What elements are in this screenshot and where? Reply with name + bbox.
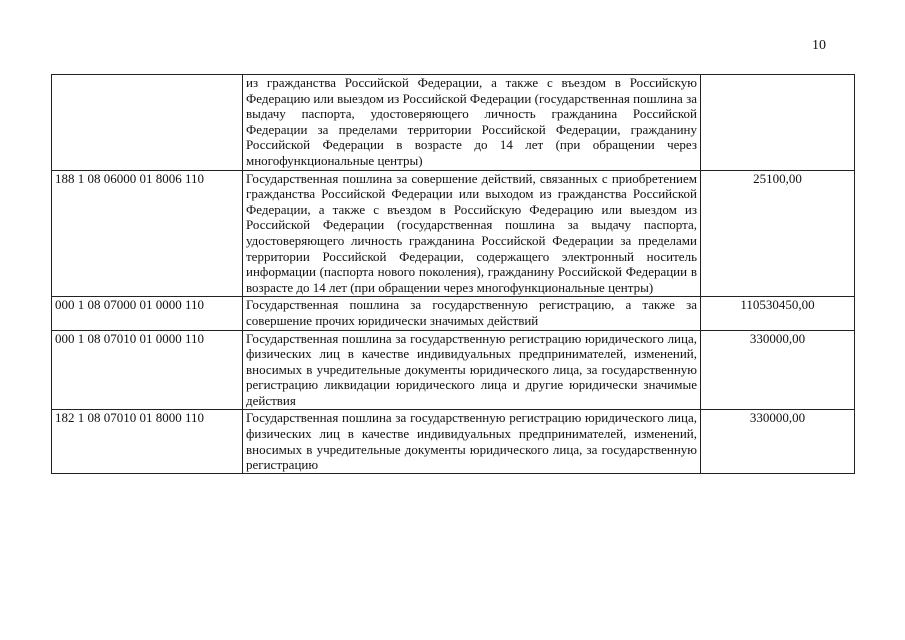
budget-code-cell: 000 1 08 07010 01 0000 110 (52, 330, 243, 410)
revenue-name-cell: Государственная пошлина за государственную регистрацию юридического лица, физических лиц в качестве индивидуальных предпринимателей, изменений, вносимых в учредительные документы юридического лица, за государственную регистрацию ликвидации юридического лица и другие юридически значимые действия (243, 330, 701, 410)
table-row (52, 330, 855, 410)
amount-cell (701, 75, 855, 171)
budget-code-cell: 188 1 08 06000 01 8006 110 (52, 170, 243, 297)
amount-cell: 25100,00 (701, 170, 855, 297)
amount-cell: 330000,00 (701, 410, 855, 474)
revenue-name-text: Государственная пошлина за государственную регистрацию юридического лица, физических лиц в качестве индивидуальных предпринимателей, изменений, вносимых в учредительные документы юридического лица, за государственную регистрацию (246, 410, 697, 473)
budget-code-cell: 000 1 08 07000 01 0000 110 (52, 297, 243, 330)
table-row (52, 410, 855, 474)
revenue-name-cell: Государственная пошлина за совершение действий, связанных с приобретением гражданства Российской Федерации или выходом из гражданства Российской Федерации, а также с въездом в Российскую Федерацию или выездом из Российской Федерации (государственная пошлина за выдачу паспорта, удостоверяющего личность гражданина Российской Федерации за пределами территории Российской Федерации, содержащего электронный носитель информации (паспорта нового поколения), гражданину Российской Федерации в возрасте до 14 лет (при обращении через многофункциональные центры) (243, 170, 701, 297)
budget-code-cell: 182 1 08 07010 01 8000 110 (52, 410, 243, 474)
table-row (52, 170, 855, 297)
table-row (52, 297, 855, 330)
table-row (52, 75, 855, 171)
amount-cell: 110530450,00 (701, 297, 855, 330)
page-number: 10 (812, 38, 826, 53)
budget-code-cell (52, 75, 243, 171)
amount-cell: 330000,00 (701, 330, 855, 410)
revenue-name-cell: Государственная пошлина за государственную регистрацию, а также за совершение прочих юридически значимых действий (243, 297, 701, 330)
revenue-name-cell: из гражданства Российской Федерации, а также с въездом в Российскую Федерацию или выездом из Российской Федерации (государственная пошлина за выдачу паспорта, удостоверяющего личность гражданина Российской Федерации за пределами территории Российской Федерации, гражданину Российской Федерации в возрасте до 14 лет (при обращении через многофункциональные центры) (243, 75, 701, 171)
revenue-name-cell (243, 410, 701, 474)
budget-revenue-table (51, 74, 855, 474)
